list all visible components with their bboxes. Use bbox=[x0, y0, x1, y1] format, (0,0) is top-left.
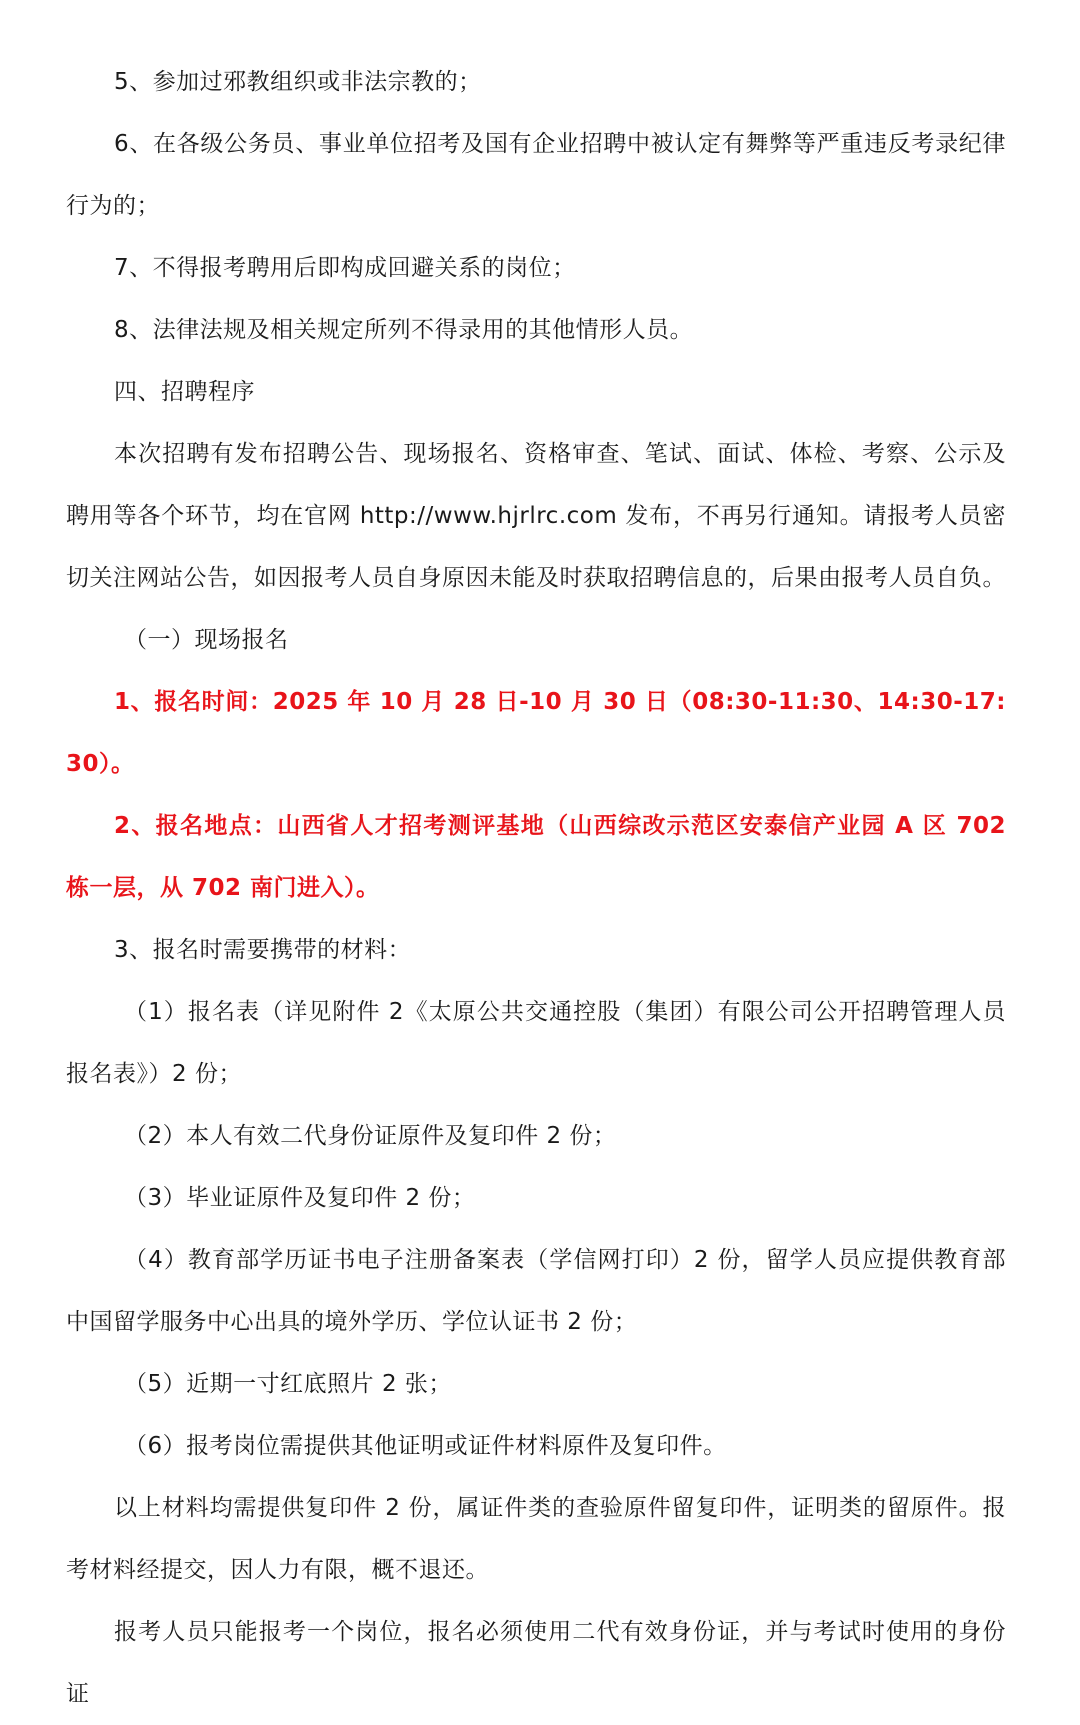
disqualification-item-5: 5、参加过邪教组织或非法宗教的； bbox=[114, 69, 482, 95]
disqualification-item-7: 7、不得报考聘用后即构成回避关系的岗位； bbox=[114, 255, 576, 281]
single-position-note: 报考人员只能报考一个岗位，报名必须使用二代有效身份证，并与考试时使用的身份证 bbox=[66, 1619, 1006, 1707]
registration-time: 1、报名时间：2025 年 10 月 28 日-10 月 30 日（08:30-11:30、14:30-17:30）。 bbox=[66, 689, 1006, 777]
materials-note: 以上材料均需提供复印件 2 份，属证件类的查验原件留复印件，证明类的留原件。报考材料经提交，因人力有限，概不退还。 bbox=[66, 1495, 1006, 1583]
procedure-description: 本次招聘有发布招聘公告、现场报名、资格审查、笔试、面试、体检、考察、公示及聘用等各个环节，均在官网 http://www.hjrlrc.com 发布，不再另行通知。请报考人员密切关注网站公告，如因报考人员自身原因未能及时获取招聘信息的，后果由报考人员自负。 bbox=[66, 441, 1006, 591]
material-item-1: （1）报名表（详见附件 2《太原公共交通控股（集团）有限公司公开招聘管理人员报名表》）2 份； bbox=[66, 999, 1006, 1087]
section-heading-procedure: 四、招聘程序 bbox=[114, 379, 255, 405]
materials-heading: 3、报名时需要携带的材料： bbox=[114, 937, 412, 963]
material-item-6: （6）报考岗位需提供其他证明或证件材料原件及复印件。 bbox=[124, 1433, 727, 1459]
document-body bbox=[66, 51, 1006, 1725]
registration-location: 2、报名地点：山西省人才招考测评基地（山西综改示范区安泰信产业园 A 区 702 栋一层，从 702 南门进入）。 bbox=[66, 813, 1006, 901]
material-item-4: （4）教育部学历证书电子注册备案表（学信网打印）2 份，留学人员应提供教育部中国留学服务中心出具的境外学历、学位认证书 2 份； bbox=[66, 1247, 1006, 1335]
subsection-heading-onsite-registration: （一）现场报名 bbox=[124, 627, 289, 653]
material-item-5: （5）近期一寸红底照片 2 张； bbox=[124, 1371, 452, 1397]
disqualification-item-8: 8、法律法规及相关规定所列不得录用的其他情形人员。 bbox=[114, 317, 694, 343]
material-item-3: （3）毕业证原件及复印件 2 份； bbox=[124, 1185, 476, 1211]
material-item-2: （2）本人有效二代身份证原件及复印件 2 份； bbox=[124, 1123, 617, 1149]
disqualification-item-6: 6、在各级公务员、事业单位招考及国有企业招聘中被认定有舞弊等严重违反考录纪律行为的； bbox=[66, 131, 1006, 219]
